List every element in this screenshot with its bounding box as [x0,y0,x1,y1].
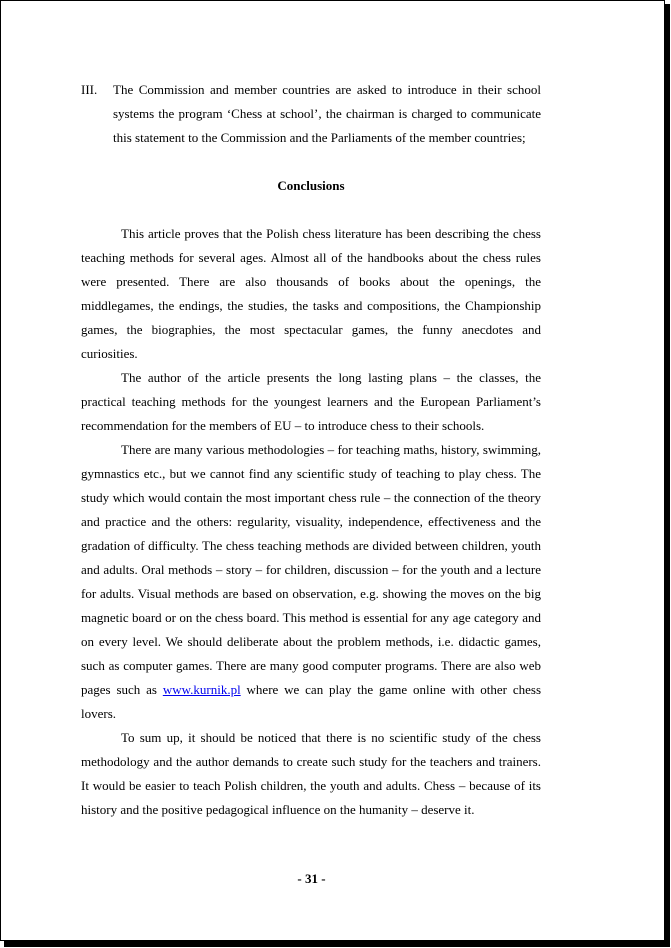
page-number: - 31 - [297,871,326,886]
paragraph-1: This article proves that the Polish chess literature has been describing the chess teaching methods for several ages. Almost all of the handbooks about the chess rules were presented. There are also thousands of books about the openings, the middlegames, the endings, the studies, the tasks and compositions, the Championship games, the biographies, the most spectacular games, the funny anecdotes and curiosities. [81,226,541,361]
page-shadow-bottom [4,941,670,947]
conclusions-body [81,222,541,822]
paragraph-3-tail: where we can play the game online with other chess lovers. [81,682,542,721]
paragraph-3 [81,438,541,726]
page-shadow-right [665,4,670,947]
list-item-text: The Commission and member countries are asked to introduce in their school systems the program ‘Chess at school’, the chairman is charged to communicate this statement to the Commission and the Parliaments of the member countries; [113,82,541,145]
section-heading: Conclusions [277,178,345,193]
list-item-iii [81,78,541,150]
paragraph-2: The author of the article presents the long lasting plans – the classes, the practical teaching methods for the youngest learners and the European Parliament’s recommendation for the members of EU – to introduce chess to their schools. [81,370,541,433]
paragraph-3-text: There are many various methodologies – for teaching maths, history, swimming, gymnastics etc., but we cannot find any scientific study of teaching to play chess. The study which would contain the most important chess rule – the connection of the theory and practice and the others: regularity, visuality, independence, effectiveness and the gradation of difficulty. The chess teaching methods are divided between children, youth and adults. Oral methods – story – for children, discussion – for the youth and a lecture for adults. Visual methods are based on observation, e.g. showing the moves on the big magnetic board or on the chess board. This method is essential for any age category and on every level. We should deliberate about the problem methods, i.e. didactic games, such as computer games. There are many good computer programs. There are also web pages such as [81,442,541,697]
list-item-number: III. [81,82,98,97]
paragraph-4: To sum up, it should be noticed that there is no scientific study of the chess methodology and the author demands to create such study for the teachers and trainers. It would be easier to teach Polish children, the youth and adults. Chess – because of its history and the positive pedagogical influence on the humanity – deserve it. [81,730,541,817]
kurnik-link[interactable]: www.kurnik.pl [162,682,241,697]
